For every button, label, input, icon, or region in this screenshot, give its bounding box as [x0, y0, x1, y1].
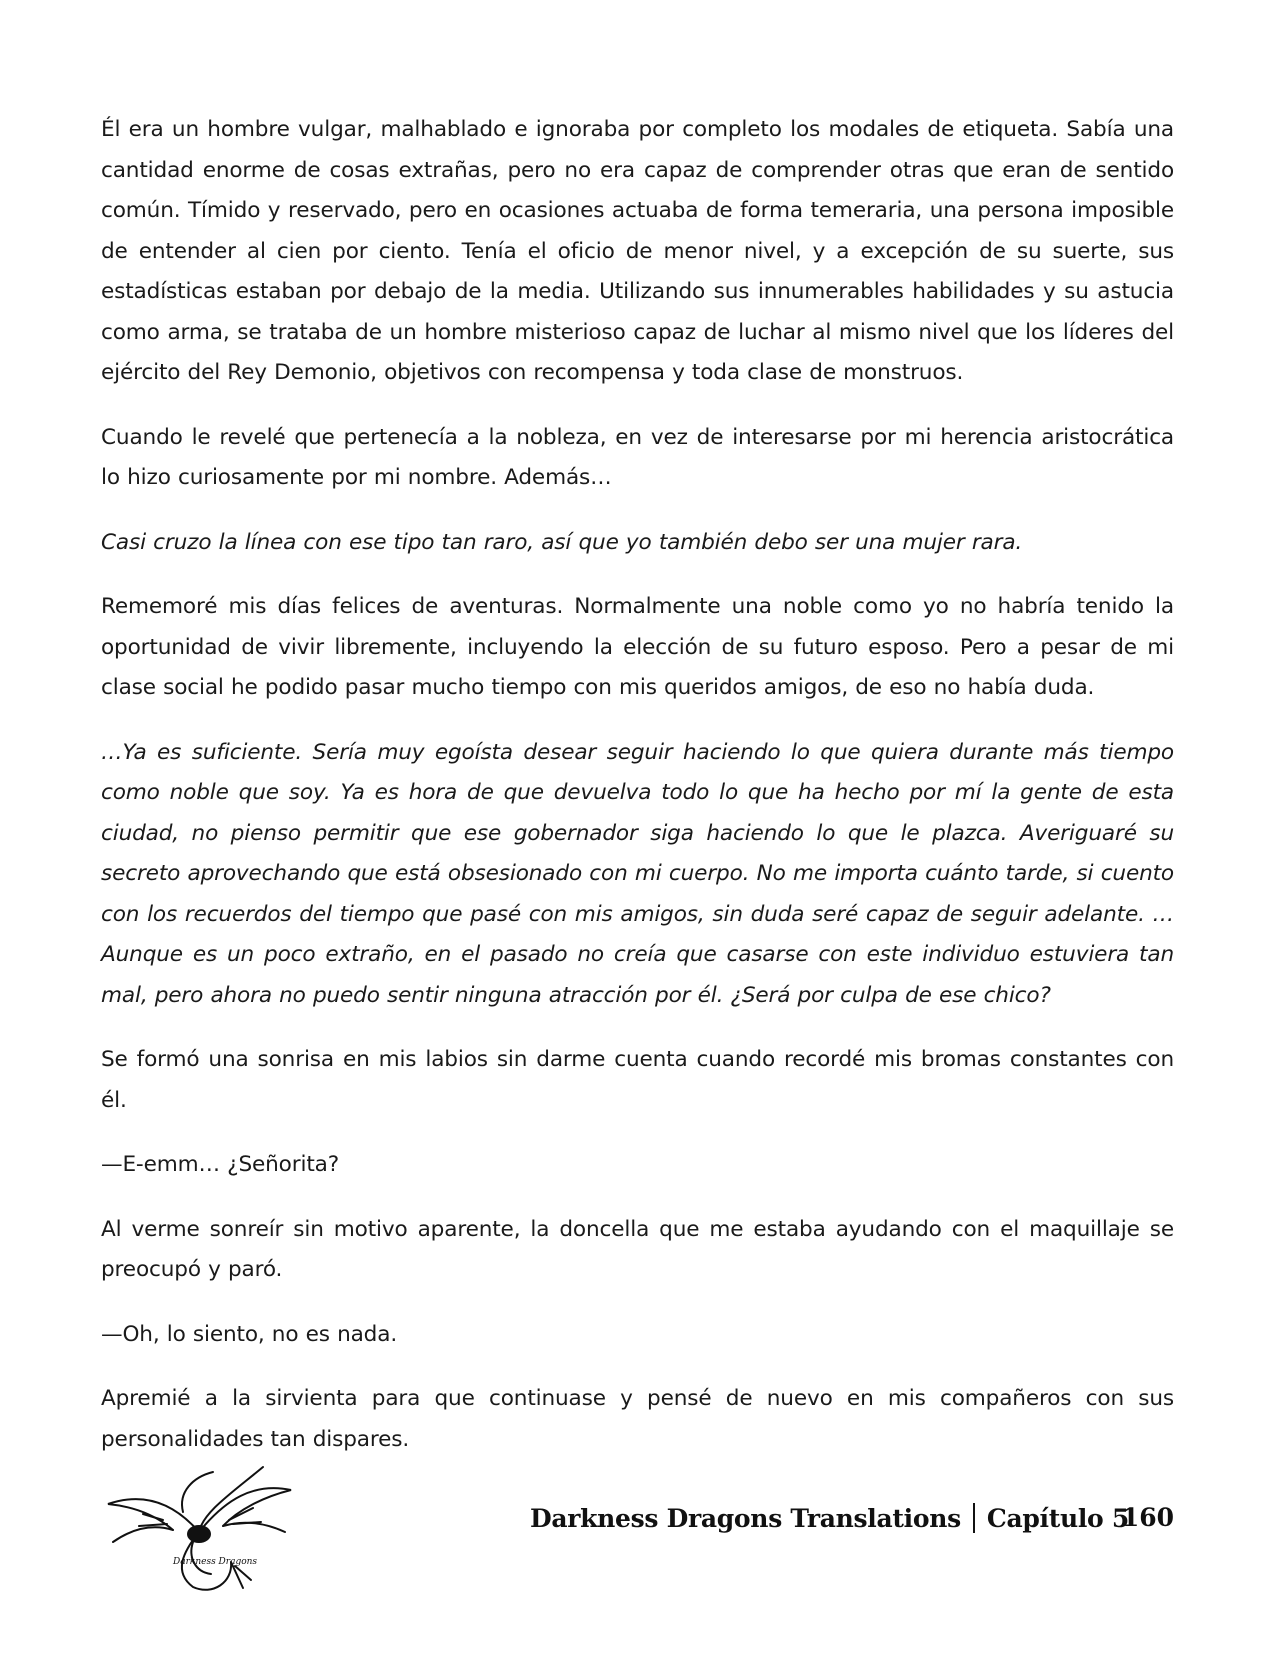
paragraph: Apremié a la sirvienta para que continuase y pensé de nuevo en mis compañeros con sus personalidades tan dispares.	[101, 1386, 1174, 1452]
svg-text:Darkness Dragons: Darkness Dragons	[173, 1557, 258, 1567]
group-name: Darkness Dragons Translations	[530, 1504, 961, 1533]
page-body	[101, 110, 1174, 1484]
footer-divider	[973, 1503, 975, 1533]
page-number: 160	[1121, 1503, 1174, 1532]
paragraph: Rememoré mis días felices de aventuras. Normalmente una noble como yo no habría tenido la oportunidad de vivir libremente, incluyendo la elección de su futuro esposo. Pero a pesar de mi clase social he podido pasar mucho tiempo con mis queridos amigos, de eso no había duda.	[101, 594, 1174, 700]
paragraph-italic: Casi cruzo la línea con ese tipo tan raro, así que yo también debo ser una mujer rara.	[101, 529, 1023, 555]
paragraph: Se formó una sonrisa en mis labios sin darme cuenta cuando recordé mis bromas constantes con él.	[101, 1047, 1174, 1113]
dialogue-line: —E-emm… ¿Señorita?	[101, 1152, 340, 1177]
paragraph: Al verme sonreír sin motivo aparente, la doncella que me estaba ayudando con el maquillaje se preocupó y paró.	[101, 1216, 1174, 1282]
paragraph: Él era un hombre vulgar, malhablado e ignoraba por completo los modales de etiqueta. Sabía una cantidad enorme de cosas extrañas, pero no era capaz de comprender otras que eran de sentido común. Tímido y reservado, pero en ocasiones actuaba de forma temeraria, una persona imposible de entender al cien por ciento. Tenía el oficio de menor nivel, y a excepción de su suerte, sus estadísticas estaban por debajo de la media. Utilizando sus innumerables habilidades y su astucia como arma, se trataba de un hombre misterioso capaz de luchar al mismo nivel que los líderes del ejército del Rey Demonio, objetivos con recompensa y toda clase de monstruos.	[101, 117, 1174, 385]
dialogue-line: —Oh, lo siento, no es nada.	[101, 1321, 398, 1347]
dragon-logo	[103, 1462, 295, 1596]
footer-credit	[530, 1503, 1129, 1533]
chapter-label: Capítulo 5	[986, 1504, 1129, 1533]
paragraph-italic: …Ya es suficiente. Sería muy egoísta desear seguir haciendo lo que quiera durante más tiempo como noble que soy. Ya es hora de que devuelva todo lo que ha hecho por mí la gente de esta ciudad, no pienso permitir que ese gobernador siga haciendo lo que le plazca. Averiguaré su secreto aprovechando que está obsesionado con mi cuerpo. No me importa cuánto tarde, si cuento con los recuerdos del tiempo que pasé con mis amigos, sin duda seré capaz de seguir adelante. …Aunque es un poco extraño, en el pasado no creía que casarse con este individuo estuviera tan mal, pero ahora no puedo sentir ninguna atracción por él. ¿Será por culpa de ese chico?	[101, 739, 1174, 1008]
paragraph: Cuando le revelé que pertenecía a la nobleza, en vez de interesarse por mi herencia aristocrática lo hizo curiosamente por mi nombre. Además…	[101, 424, 1174, 490]
